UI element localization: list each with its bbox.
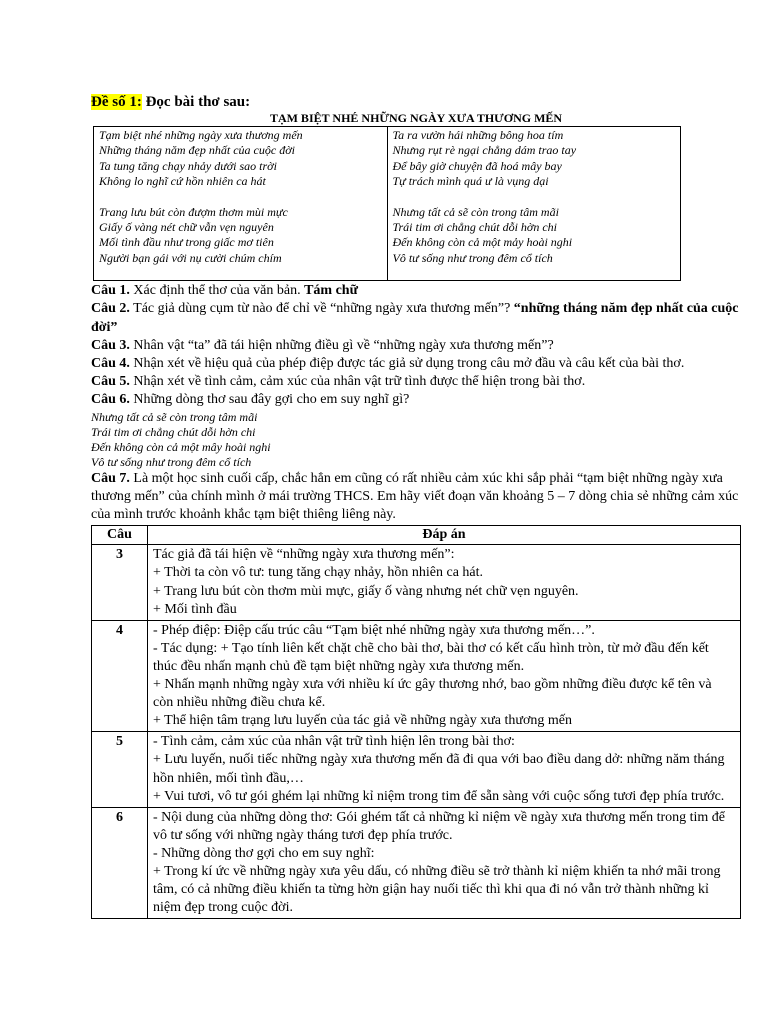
question-label: Câu 4. (91, 356, 130, 372)
answer-line: + Nhấn mạnh những ngày xưa với nhiều kí ức gây thương nhớ, bao gồm những điều được kể tên và còn nhiều những điều chưa kể. (153, 677, 712, 711)
header-answer: Đáp án (148, 526, 741, 545)
document-page (91, 93, 741, 919)
answer-line: + Thể hiện tâm trạng lưu luyến của tác giả về những ngày xưa thương mến (153, 713, 573, 729)
quote-line: Trái tim ơi chẳng chút dỗi hờn chi (91, 424, 256, 439)
row-answer (148, 545, 741, 620)
stanza-gap (393, 190, 676, 205)
question-label: Câu 2. (91, 301, 130, 317)
question-text: Xác định thể thơ của văn bản. (129, 283, 305, 299)
question-text: Nhận xét về hiệu quả của phép điệp được tác giả sử dụng trong câu mở đầu và câu kết của bài thơ. (129, 356, 685, 372)
poem-line: Tự trách mình quá ư là vụng dại (392, 174, 549, 189)
answer-line: + Trang lưu bút còn thơm mùi mực, giấy ố vàng nhưng nét chữ vẹn nguyên. (153, 583, 579, 599)
poem-left-column (94, 127, 388, 281)
question-5 (91, 373, 741, 391)
question-label: Câu 1. (91, 283, 130, 299)
answer-line: + Lưu luyến, nuối tiếc những ngày xưa thương mến đã đi qua với bao điều dang dở: những năm tháng hồn nhiên, mối tình đầu,… (153, 752, 725, 786)
quote-line: Đến không còn cả một mây hoài nghi (91, 439, 271, 454)
answer-line: - Nội dung của những dòng thơ: Gói ghém tất cả những kỉ niệm về ngày xưa thương mến trong tim để vô tư sống với những ngày tháng tươi đẹp phía trước. (153, 809, 726, 843)
answer-line: - Tình cảm, cảm xúc của nhân vật trữ tình hiện lên trong bài thơ: (153, 734, 515, 750)
row-number: 3 (92, 545, 148, 620)
question-6 (91, 391, 741, 409)
quote-line: Vô tư sống như trong đêm cổ tích (91, 454, 252, 469)
row-answer (148, 807, 741, 919)
poem-line: Những tháng năm đẹp nhất của cuộc đời (99, 143, 295, 158)
question-label: Câu 3. (91, 337, 130, 353)
poem-line: Giấy ố vàng nét chữ vẫn vẹn nguyên (99, 220, 274, 235)
question-6-quote (91, 410, 741, 470)
exam-heading (91, 93, 741, 111)
poem-line: Ta tung tăng chạy nhảy dưới sao trời (99, 158, 277, 173)
answer-line: - Những dòng thơ gợi cho em suy nghĩ: (153, 845, 375, 861)
question-2 (91, 300, 741, 336)
poem-line: Người bạn gái với nụ cười chúm chím (99, 250, 282, 265)
row-number: 5 (92, 732, 148, 807)
poem-line: Nhưng rụt rè ngại chẳng dám trao tay (392, 143, 577, 158)
table-row (92, 545, 741, 620)
row-number: 6 (92, 807, 148, 919)
answer-line: + Thời ta còn vô tư: tung tăng chạy nhảy, hồn nhiên ca hát. (153, 565, 484, 581)
table-row (92, 620, 741, 732)
row-number: 4 (92, 620, 148, 732)
poem-line: Nhưng tất cả sẽ còn trong tâm mãi (392, 204, 559, 219)
exam-number-label: Đề số 1: (91, 94, 142, 110)
poem-line: Ta ra vườn hái những bông hoa tím (392, 128, 564, 142)
exam-instruction: Đọc bài thơ sau: (141, 94, 251, 110)
answer-line: - Tác dụng: + Tạo tính liên kết chặt chẽ cho bài thơ, bài thơ có kết cấu hình tròn, từ mở đầu đến kết thúc đều nhấn mạnh chủ đề tạm biệt những ngày xưa thương mến. (153, 640, 709, 674)
poem-line: Mối tình đầu như trong giấc mơ tiên (99, 235, 274, 250)
question-label: Câu 5. (91, 374, 130, 390)
row-answer (148, 732, 741, 807)
question-text: Tác giả dùng cụm từ nào để chỉ về “những ngày xưa thương mến”? (129, 301, 514, 317)
poem-table (93, 126, 681, 281)
question-1 (91, 282, 741, 300)
table-row (92, 807, 741, 919)
table-row (92, 732, 741, 807)
poem-line: Vô tư sống như trong đêm cổ tích (392, 250, 553, 265)
poem-line: Trái tim ơi chẳng chút dỗi hờn chi (392, 220, 557, 235)
poem-line: Trang lưu bút còn đượm thơm mùi mực (99, 204, 288, 219)
question-4 (91, 355, 741, 373)
poem-line: Để bây giờ chuyện đã hoá mây bay (392, 158, 562, 173)
answer-line: - Phép điệp: Điệp cấu trúc câu “Tạm biệt nhé những ngày xưa thương mến…”. (153, 622, 595, 638)
question-3 (91, 337, 741, 355)
answer-line: Tác giả đã tái hiện về “những ngày xưa thương mến”: (153, 547, 455, 563)
answer-line: + Trong kí ức về những ngày xưa yêu dấu, có những điều sẽ trở thành kỉ niệm khiến ta nhớ mãi trong tâm, có cả những điều khiến ta từng hờn giận hay nuối tiếc thì khi qua đi nó vẫn trở thành những kỉ niệm đẹp trong cuộc đời. (153, 863, 721, 916)
poem-line: Đến không còn cả một mảy hoài nghi (392, 235, 573, 250)
answer-table (91, 525, 741, 919)
poem-line: Không lo nghĩ cứ hồn nhiên ca hát (99, 174, 266, 189)
answer-line: + Vui tươi, vô tư gói ghém lại những kỉ niệm trong tim để sẵn sàng với cuộc sống tươi đẹp phía trước. (153, 788, 725, 804)
poem-title: TẠM BIỆT NHÉ NHỮNG NGÀY XƯA THƯƠNG MẾN (269, 111, 563, 125)
question-text: Những dòng thơ sau đây gợi cho em suy nghĩ gì? (129, 392, 410, 408)
question-text: Nhân vật “ta” đã tái hiện những điều gì về “những ngày xưa thương mến”? (129, 337, 554, 353)
question-label: Câu 6. (91, 392, 130, 408)
answer-table-header (92, 526, 741, 545)
answer-line: + Mối tình đầu (153, 601, 237, 617)
poem-line: Tạm biệt nhé những ngày xưa thương mến (99, 128, 303, 142)
question-answer: “những tháng năm đẹp nhất của cuộc đời” (91, 301, 739, 335)
question-label: Câu 7. (91, 470, 130, 486)
question-text: Là một học sinh cuối cấp, chắc hẳn em cũng có rất nhiều cảm xúc khi sắp phải “tạm biệt những ngày xưa thương mến” của chính mình ở mái trường THCS. Em hãy viết đoạn văn khoảng 5 – 7 dòng chia sẻ những cảm xúc của mình trước khoảnh khắc tạm biệt thiêng liêng này. (91, 470, 739, 523)
header-question: Câu (92, 526, 148, 545)
question-7 (91, 470, 741, 525)
row-answer (148, 620, 741, 732)
quote-line: Nhưng tất cả sẽ còn trong tâm mãi (91, 409, 258, 424)
question-text: Nhận xét về tình cảm, cảm xúc của nhân vật trữ tình được thể hiện trong bài thơ. (129, 374, 586, 390)
question-answer: Tám chữ (304, 283, 358, 299)
stanza-gap (99, 190, 382, 205)
poem-right-column (387, 127, 681, 281)
